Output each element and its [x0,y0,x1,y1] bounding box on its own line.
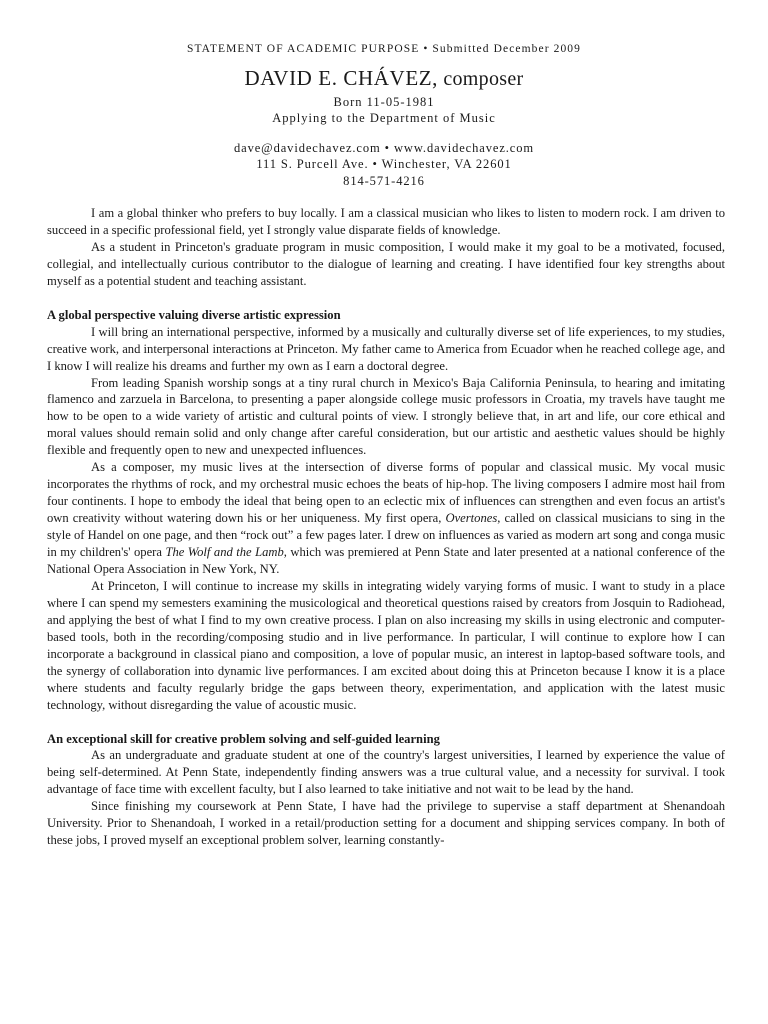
author-name-text: DAVID E. CHÁVEZ, [244,66,439,90]
paragraph-text: As a composer, my music lives at the intersection of diverse forms of popular and classical music. My vocal music incorporates the rhythms of rock, and my orchestral music echoes the beats of hip-hop. The living composers I admire most hail from four continents. I hope to embody the ideal that being open to an eclectic mix of influences can strengthen and even focus an artist's own creativity without watering down his or her uniqueness. My first opera, [47,460,725,526]
section-heading-problem-solving: An exceptional skill for creative problem solving and self-guided learning [47,731,440,746]
author-name [0,66,768,91]
section1-paragraph-2: From leading Spanish worship songs at a tiny rural church in Mexico's Baja California Peninsula, to hearing and imitating flamenco and zarzuela in Barcelona, to presenting a paper alongside college music professors in Croatia, my travels have taught me how to be open to a wide variety of artistic and cultural points of view. I strongly believe that, in art and life, our core ethical and moral values should remain solid and only change after careful consideration, but our artistic and aesthetic values should be highly flexible and frequently open to new and unexpected influences. [47,375,725,458]
intro-paragraph-2: As a student in Princeton's graduate program in music composition, I would make it my goal to be a motivated, focused, collegial, and intellectually curious contributor to the dialogue of learning and creating. I have identified four key strengths about myself as a potential student and teaching assistant. [47,239,725,288]
opera-title-overtones: Overtones [445,511,498,526]
section1-paragraph-3 [47,459,725,578]
paragraph-text: , called on classical musicians to sing in the style of Handel on one page, and then “rock out” a few pages later. I drew on influences as varied as modern art song and conga music in my children's' opera [47,511,726,560]
intro-paragraph-1: I am a global thinker who prefers to buy locally. I am a classical musician who likes to listen to modern rock. I am driven to succeed in a specific professional field, yet I strongly value disparate fields of knowledge. [47,206,725,237]
spacer [47,290,725,307]
birth-date: Born 11-05-1981 [333,95,435,109]
section1-paragraph-1: I will bring an international perspective, informed by a musically and culturally diverse set of life experiences, to my studies, creative work, and interpersonal interactions at Princeton. My father came to America from Ecuador when he reached college age, and I know I will realize his dreams and further my own as I earn a doctoral degree. [47,324,725,373]
spacer [47,714,725,731]
contact-address: 111 S. Purcell Ave. • Winchester, VA 22601 [256,157,512,171]
contact-phone: 814-571-4216 [343,174,425,188]
opera-title-wolf-lamb: The Wolf and the Lamb [165,545,284,560]
section1-paragraph-4: At Princeton, I will continue to increase my skills in integrating widely varying forms of music. I want to study in a place where I can spend my semesters examining the musicological and theoretical questions raised by creators from Josquin to Radiohead, and applying the best of what I find to my own creative process. I plan on also increasing my skills in using electronic and computer-based tools, both in the recording/composing studio and in live performance. In particular, I will continue to explore how I can incorporate a background in classical piano and composition, a love of popular music, an interest in laptop-based software tools, and the synergy of collaboration into dynamic live performances. I am excited about doing this at Princeton because I know it is a place where students and faculty regularly bridge the gaps between theory, experimentation, and application with the latest music technology, without disregarding the value of acoustic music. [47,578,725,712]
section2-paragraph-1: As an undergraduate and graduate student at one of the country's largest universities, I learned by experience the value of being self-determined. At Penn State, independently finding answers was a true cultural value, and a necessity for survival. I took advantage of face time with excellent faculty, but I also learned to take initiative and not wait to be lead by the hand. [47,748,725,797]
section-heading-global-perspective: A global perspective valuing diverse artistic expression [47,307,341,322]
contact-email-web: dave@davidechavez.com • www.davidechavez.com [233,141,535,155]
section2-paragraph-2: Since finishing my coursework at Penn State, I have had the privilege to supervise a staff department at Shenandoah University. Prior to Shenandoah, I worked in a retail/production setting for a document and shipping services company. In both of these jobs, I proved myself an exceptional problem solver, learning constantly- [47,799,725,848]
author-role: composer [438,68,524,90]
statement-body [47,205,725,849]
paragraph-text: , which was premiered at Penn State and later presented at a national conference of the National Opera Association in New York, NY. [47,545,725,576]
applying-line: Applying to the Department of Music [272,111,496,125]
statement-heading: STATEMENT OF ACADEMIC PURPOSE • Submitted December 2009 [186,43,582,55]
